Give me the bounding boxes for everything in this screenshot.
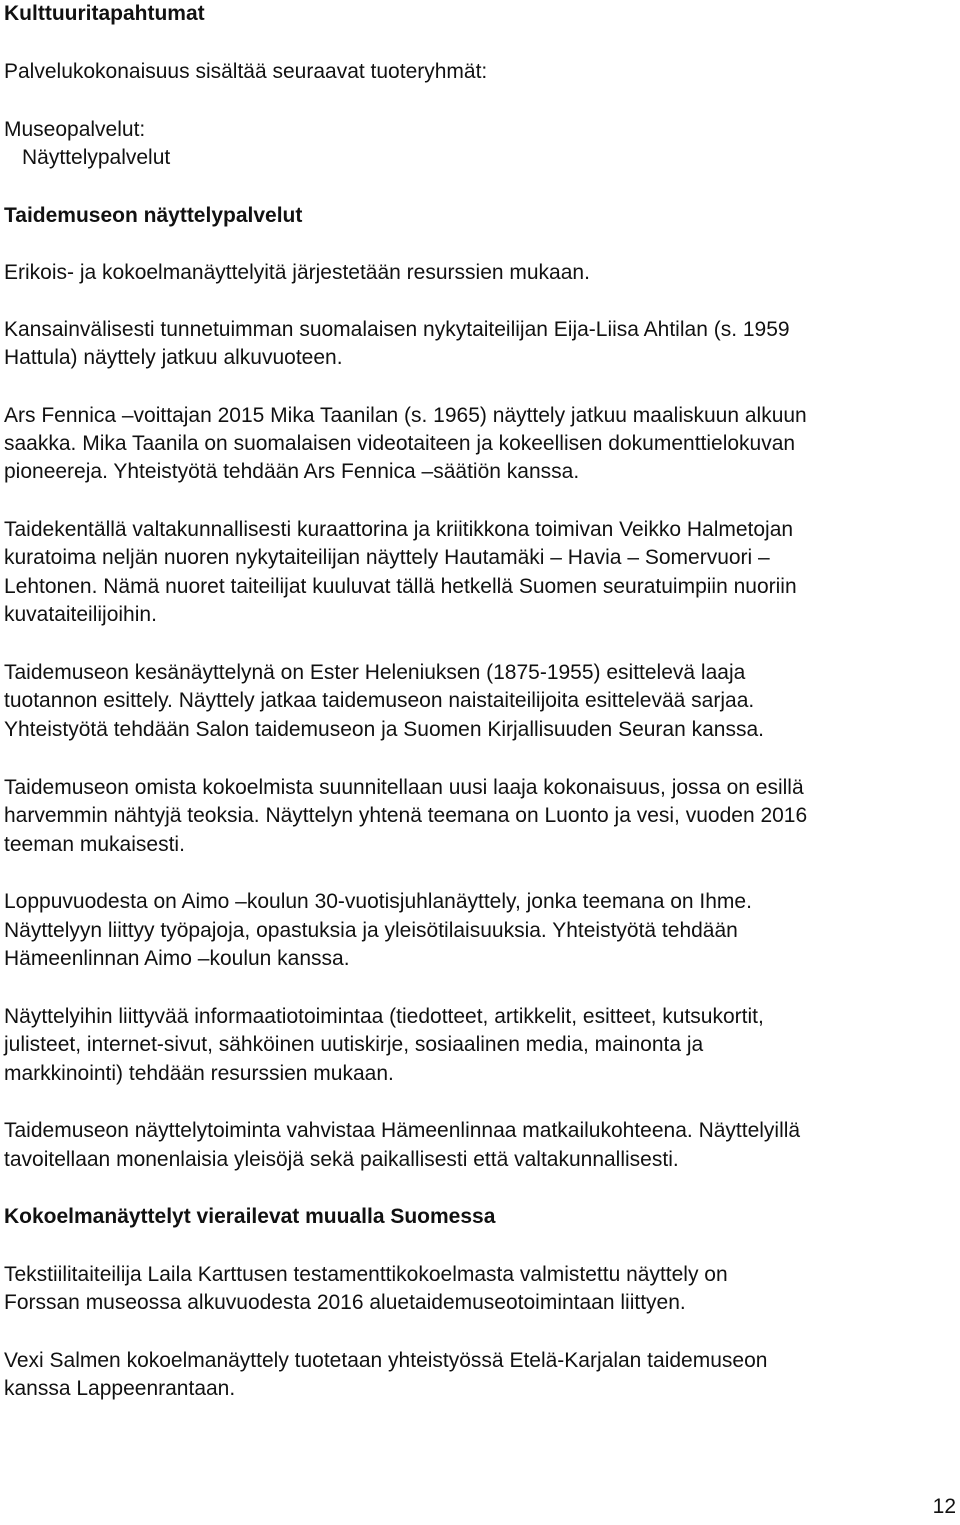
section-heading-exhibitions: Taidemuseon näyttelypalvelut [4, 204, 303, 227]
paragraph-line: Taidekentällä valtakunnallisesti kuraattorina ja kriitikkona toimivan Veikko Halmetojan [4, 518, 794, 541]
paragraph-line: Näyttelyihin liittyvää informaatiotoimintaa (tiedotteet, artikkelit, esitteet, kutsukortit, [4, 1005, 764, 1028]
page-title: Kulttuuritapahtumat [4, 2, 205, 25]
paragraph-line: Ars Fennica –voittajan 2015 Mika Taanilan (s. 1965) näyttely jatkuu maaliskuun alkuun [4, 404, 807, 427]
paragraph-line: julisteet, internet-sivut, sähköinen uutiskirje, sosiaalinen media, mainonta ja [4, 1033, 704, 1056]
paragraph-line: Tekstiilitaiteilija Laila Karttusen testamenttikokoelmasta valmistettu näyttely on [4, 1263, 728, 1286]
paragraph-line: saakka. Mika Taanila on suomalaisen videotaiteen ja kokeellisen dokumenttielokuvan [4, 432, 796, 455]
paragraph-line: Hämeenlinnan Aimo –koulun kanssa. [4, 947, 350, 970]
paragraph-line: markkinointi) tehdään resurssien mukaan. [4, 1062, 394, 1085]
paragraph-line: Lehtonen. Nämä nuoret taiteilijat kuuluvat tällä hetkellä Suomen seuratuimpiin nuoriin [4, 575, 797, 598]
paragraph-line: Loppuvuodesta on Aimo –koulun 30-vuotisjuhlanäyttely, jonka teemana on Ihme. [4, 890, 752, 913]
service-group-item: Näyttelypalvelut [22, 146, 171, 169]
paragraph-line: kanssa Lappeenrantaan. [4, 1377, 236, 1400]
paragraph-line: Näyttelyyn liittyy työpajoja, opastuksia ja yleisötilaisuuksia. Yhteistyötä tehdään [4, 919, 738, 942]
paragraph-line: Vexi Salmen kokoelmanäyttely tuotetaan yhteistyössä Etelä-Karjalan taidemuseon [4, 1349, 768, 1372]
paragraph-line: tuotannon esittely. Näyttely jatkaa taidemuseon naistaiteilijoita esittelevää sarjaa. [4, 689, 755, 712]
paragraph-line: Erikois- ja kokoelmanäyttelyitä järjestetään resurssien mukaan. [4, 261, 590, 284]
paragraph-line: kuratoima neljän nuoren nykytaiteilijan näyttely Hautamäki – Havia – Somervuori – [4, 546, 770, 569]
section-heading-touring-exhibitions: Kokoelmanäyttelyt vierailevat muualla Suomessa [4, 1205, 496, 1228]
paragraph-line: pioneereja. Yhteistyötä tehdään Ars Fennica –säätiön kanssa. [4, 460, 580, 483]
paragraph-line: Taidemuseon kesänäyttelynä on Ester Heleniuksen (1875-1955) esittelevä laaja [4, 661, 746, 684]
paragraph-line: Yhteistyötä tehdään Salon taidemuseon ja Suomen Kirjallisuuden Seuran kanssa. [4, 718, 764, 741]
paragraph-line: tavoitellaan monenlaisia yleisöjä sekä paikallisesti että valtakunnallisesti. [4, 1148, 679, 1171]
intro-text: Palvelukokonaisuus sisältää seuraavat tuoteryhmät: [4, 60, 488, 83]
page-number: 12 [932, 1495, 956, 1518]
paragraph-line: harvemmin nähtyjä teoksia. Näyttelyn yhtenä teemana on Luonto ja vesi, vuoden 2016 [4, 804, 808, 827]
paragraph-line: teeman mukaisesti. [4, 833, 185, 856]
paragraph-line: Taidemuseon näyttelytoiminta vahvistaa Hämeenlinnaa matkailukohteena. Näyttelyillä [4, 1119, 801, 1142]
paragraph-line: Kansainvälisesti tunnetuimman suomalaisen nykytaiteilijan Eija-Liisa Ahtilan (s. 1959 [4, 318, 790, 341]
paragraph-line: kuvataiteilijoihin. [4, 603, 157, 626]
service-group-name: Museopalvelut: [4, 118, 146, 141]
paragraph-line: Taidemuseon omista kokoelmista suunnitellaan uusi laaja kokonaisuus, jossa on esillä [4, 776, 804, 799]
paragraph-line: Forssan museossa alkuvuodesta 2016 aluetaidemuseotoimintaan liittyen. [4, 1291, 686, 1314]
paragraph-line: Hattula) näyttely jatkuu alkuvuoteen. [4, 346, 343, 369]
